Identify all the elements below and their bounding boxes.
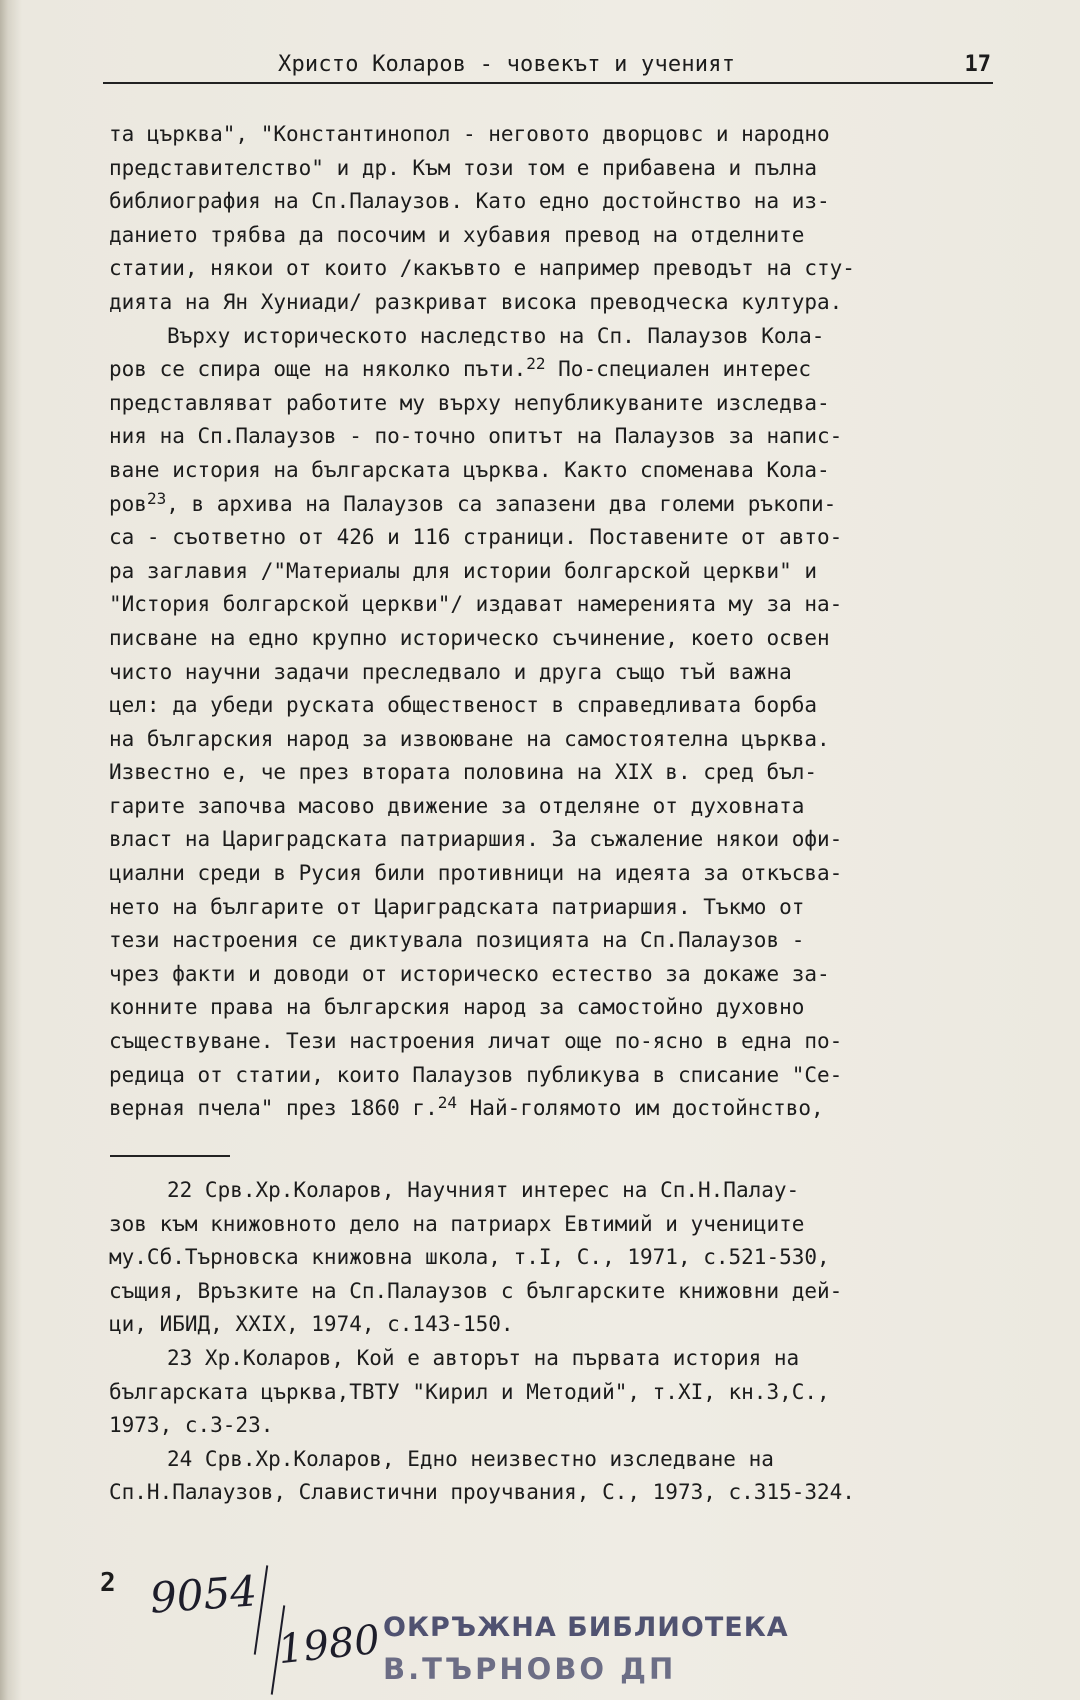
body-text-segment: По-специален интерес: [558, 357, 812, 382]
body-line: ра заглавия /"Материалы для истории болгарской церкви" и: [109, 558, 818, 583]
footnote-line: 24 Срв.Хр.Коларов, Едно неизвестно изследване на: [167, 1446, 774, 1471]
body-line: редица от статии, които Палаузов публикува в списание "Се-: [109, 1062, 843, 1087]
body-text-segment: , в архива на Палаузов са запазени два големи ръкопи-: [166, 491, 837, 516]
body-line: конните права на българския народ за самостойно духовно: [109, 995, 805, 1020]
body-line: [109, 353, 999, 387]
body-line: власт на Цариградската патриаршия. За съжаление някои офи-: [109, 827, 843, 852]
body-line: са - съответно от 426 и 116 страници. Поставените от авто-: [109, 525, 843, 550]
body-line: статии, някои от които /какъвто е например преводът на сту-: [109, 256, 855, 281]
body-text-segment: ров: [109, 491, 147, 516]
body-line: нето на българите от Цариградската патриаршия. Тъкмо от: [109, 894, 805, 919]
footnote-line: ци, ИБИД, XXIX, 1974, с.143-150.: [109, 1312, 514, 1337]
body-line: ния на Сп.Палаузов - по-точно опитът на Палаузов за напис-: [109, 424, 843, 449]
body-line: данието трябва да посочим и хубавия превод на отделните: [109, 222, 805, 247]
body-text-segment: ров се спира още на няколко пъти.: [109, 357, 527, 382]
footnote-line: зов към книжовното дело на патриарх Евтимий и учениците: [109, 1211, 805, 1236]
body-line: Известно е, че през втората половина на XIX в. сред бъл-: [109, 760, 818, 785]
stamp-text-line1: ОКРЪЖНА БИБЛИОТЕКА: [383, 1612, 789, 1643]
body-line: чисто научни задачи преследвало и друга също тъй важна: [109, 659, 792, 684]
body-line: [109, 488, 999, 522]
body-line: библиография на Сп.Палаузов. Като едно достойнство на из-: [109, 189, 830, 214]
body-line: чрез факти и доводи от историческо естество за докаже за-: [109, 961, 830, 986]
body-text-segment: Най-голямото им достойнство,: [469, 1096, 824, 1121]
footnote-line: Сп.Н.Палаузов, Славистични проучвания, С., 1973, с.315-324.: [109, 1480, 855, 1505]
header-title: Христо Коларов - човекът и ученият: [278, 52, 736, 77]
body-line: съществуване. Тези настроения личат още по-ясно в една по-: [109, 1029, 843, 1054]
body-line: писване на едно крупно историческо съчинение, което освен: [109, 625, 830, 650]
body-line: [109, 1092, 999, 1126]
body-line: "История болгарской церкви"/ издават намеренията му за на-: [109, 592, 843, 617]
body-line: на българския народ за извоюване на самостоятелна църква.: [109, 726, 830, 751]
footnote-ref: 24: [437, 1093, 457, 1113]
body-line: тези настроения се диктувала позицията на Сп.Палаузов -: [109, 928, 805, 953]
footnote-line: българската църква,ТВТУ "Кирил и Методий", т.XI, кн.3,С.,: [109, 1379, 830, 1404]
footnote-ref: 22: [526, 354, 546, 374]
body-line: ване история на българската църква. Както споменава Кола-: [109, 457, 830, 482]
body-line: гарите започва масово движение за отделяне от духовната: [109, 793, 805, 818]
body-text: [109, 118, 999, 1126]
page-number: 17: [964, 52, 991, 77]
body-line: цел: да убеди руската общественост в справедливата борба: [109, 693, 818, 718]
handwritten-year: 1980: [275, 1616, 382, 1674]
body-line: дията на Ян Хуниади/ разкриват висока преводческа култура.: [109, 289, 843, 314]
footnote-line: същия, Връзките на Сп.Палаузов с българските книжовни дей-: [109, 1278, 843, 1303]
running-header: [103, 50, 993, 84]
body-line: циални среди в Русия били противници на идеята за откъсва-: [109, 861, 843, 886]
body-line: представляват работите му върху непубликуваните изследва-: [109, 390, 830, 415]
footnote-line: 1973, с.3-23.: [109, 1413, 274, 1438]
body-line: та църква", "Константинопол - неговото дворцовс и народно: [109, 122, 830, 146]
body-text-segment: верная пчела" през 1860 г.: [109, 1096, 438, 1121]
body-line: представителство" и др. Към този том е прибавена и пълна: [109, 155, 818, 180]
footnotes: [109, 1174, 999, 1510]
signature-number: 2: [100, 1568, 116, 1598]
library-stamp: [383, 1612, 789, 1700]
body-line: Върху историческото наследство на Сп. Палаузов Кола-: [167, 323, 825, 348]
stamp-text-line2: В.ТЪРНОВО ДП: [383, 1652, 677, 1686]
footnote-line: му.Сб.Търновска книжовна школа, т.I, С., 1971, с.521-530,: [109, 1245, 830, 1270]
footnote-ref: 23: [146, 488, 167, 508]
footnote-line: 22 Срв.Хр.Коларов, Научният интерес на Сп.Н.Палау-: [167, 1178, 800, 1202]
footnote-separator: [110, 1155, 230, 1157]
handwritten-inventory-number: 9054: [148, 1566, 259, 1623]
footnote-line: 23 Хр.Коларов, Кой е авторът на първата история на: [167, 1345, 800, 1370]
